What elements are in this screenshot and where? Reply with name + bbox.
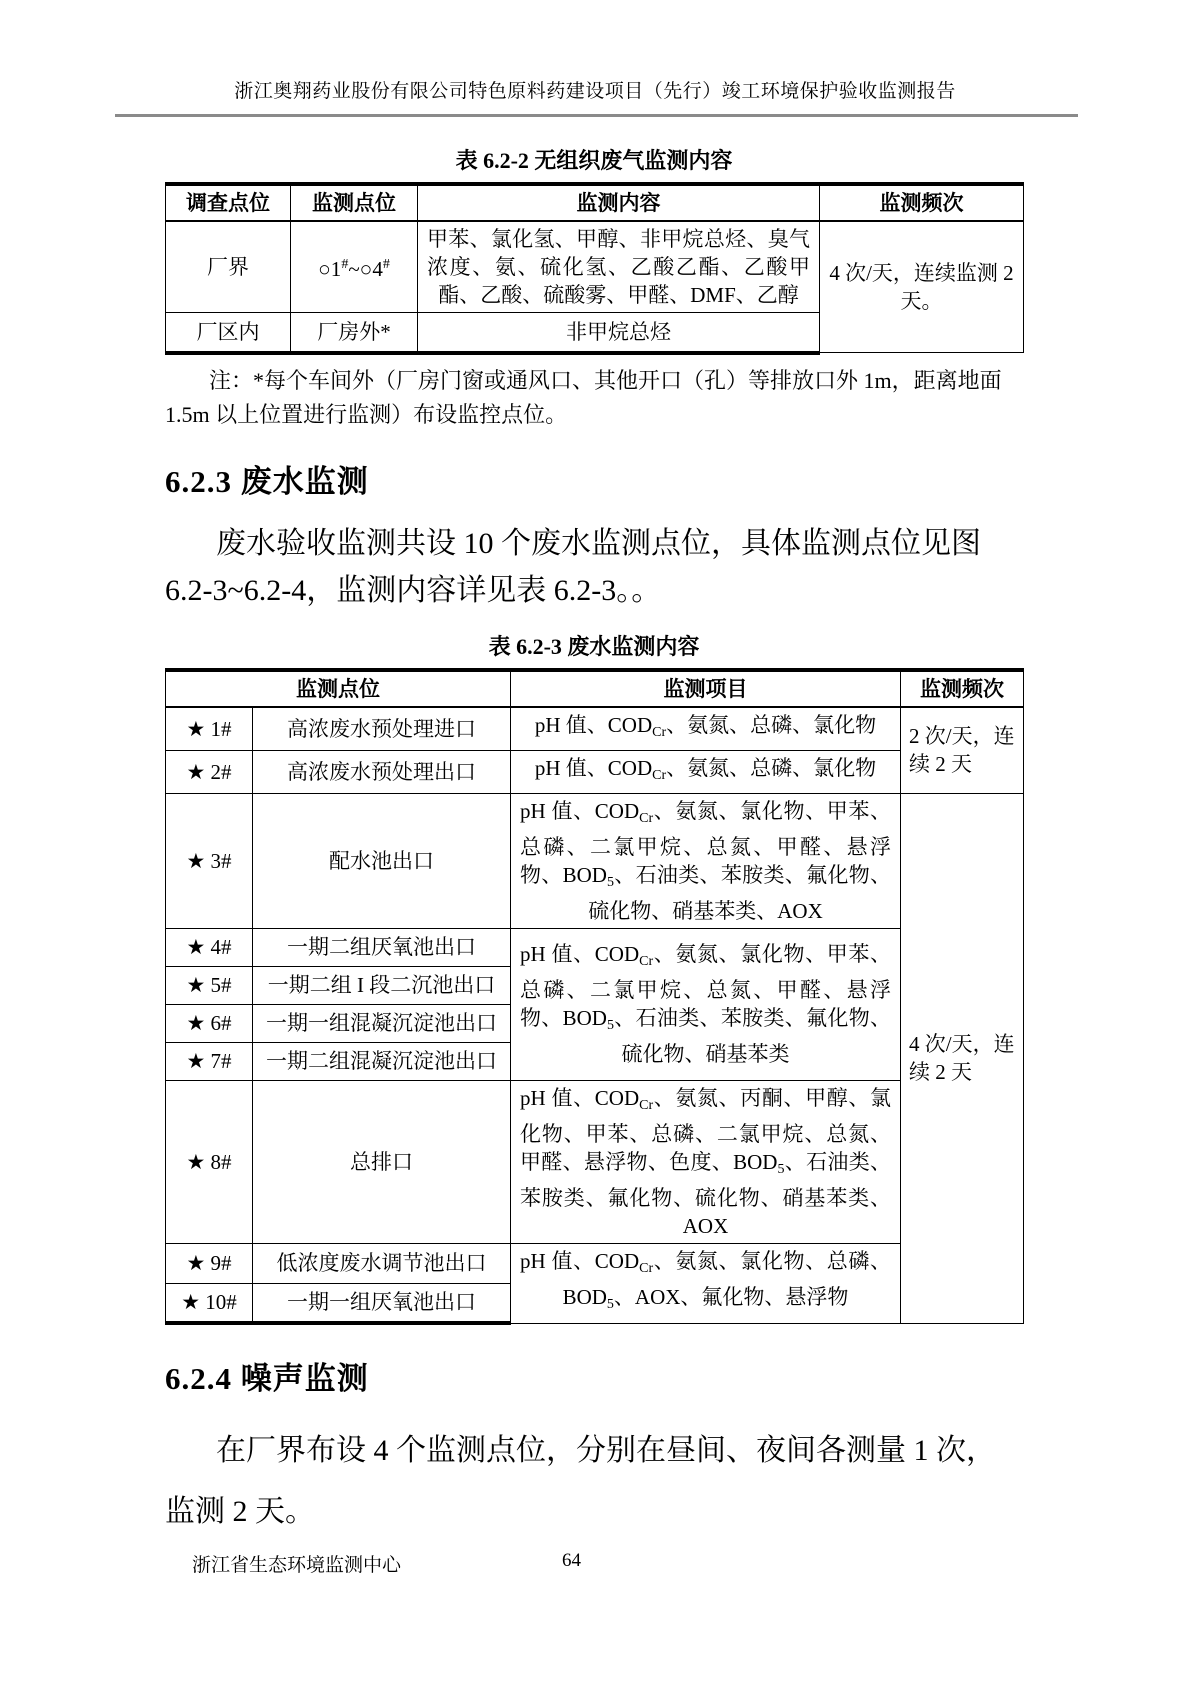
table-6-2-3-title: 表 6.2-3 废水监测内容 bbox=[488, 633, 700, 659]
monitor-point-cell: ○1#~○4# bbox=[291, 221, 418, 313]
table-6-2-2 bbox=[165, 182, 1024, 355]
footer-organization: 浙江省生态环境监测中心 bbox=[192, 1555, 402, 1576]
monitor-items-cell: pH 值、$COD_{Cr}$、氨氮、氯化物、甲苯、总磷、二氯甲烷、总氮、甲醛、悬浮物、$BOD_5$、石油类、苯胺类、氟化物、硫化物、硝基苯类 bbox=[511, 928, 901, 1080]
section-heading-6-2-3: 6.2.3 废水监测 bbox=[165, 463, 369, 499]
table-6-2-3 bbox=[165, 668, 1024, 1326]
table-row bbox=[166, 928, 1024, 966]
table-row bbox=[166, 1080, 1024, 1243]
frequency-cell: 2 次/天，连续 2 天 bbox=[901, 707, 1024, 794]
point-id-cell: ★ 3# bbox=[166, 793, 253, 928]
point-location-cell: 一期二组厌氧池出口 bbox=[253, 928, 511, 966]
table-row bbox=[166, 1243, 1024, 1283]
point-id-cell: ★ 5# bbox=[166, 966, 253, 1004]
point-id-cell: ★ 4# bbox=[166, 928, 253, 966]
table-row bbox=[166, 750, 1024, 793]
monitor-items-cell: pH 值、$COD_{Cr}$、氨氮、氯化物、总磷、$BOD_5$、AOX、氟化物、悬浮物 bbox=[511, 1243, 901, 1323]
point-location-cell: 总排口 bbox=[253, 1080, 511, 1243]
point-location-cell: 高浓废水预处理进口 bbox=[253, 707, 511, 751]
column-header-monitor-point: 监测点位 bbox=[291, 184, 418, 221]
monitor-content-cell: 非甲烷总烃 bbox=[418, 313, 820, 353]
point-id-cell: ★ 9# bbox=[166, 1243, 253, 1283]
table-6-2-2-header-row bbox=[166, 184, 1024, 221]
point-location-cell: 低浓度废水调节池出口 bbox=[253, 1243, 511, 1283]
header-rule bbox=[115, 114, 1078, 117]
monitor-items-cell: pH 值、$COD_{Cr}$、氨氮、总磷、氯化物 bbox=[511, 707, 901, 751]
column-header-frequency: 监测频次 bbox=[820, 184, 1024, 221]
column-header-items: 监测项目 bbox=[511, 670, 901, 707]
point-location-cell: 一期二组混凝沉淀池出口 bbox=[253, 1042, 511, 1080]
point-id-cell: ★ 7# bbox=[166, 1042, 253, 1080]
point-location-cell: 一期一组厌氧池出口 bbox=[253, 1283, 511, 1323]
survey-point-cell: 厂区内 bbox=[166, 313, 291, 353]
table-row bbox=[166, 793, 1024, 928]
frequency-cell: 4 次/天，连续 2 天 bbox=[901, 793, 1024, 1323]
table-6-2-2-note: 注：*每个车间外（厂房门窗或通风口、其他开口（孔）等排放口外 1m，距离地面 1.5m 以上位置进行监测）布设监控点位。 bbox=[165, 367, 1002, 427]
column-header-content: 监测内容 bbox=[418, 184, 820, 221]
page-number: 64 bbox=[562, 1550, 581, 1571]
column-header-monitor-point: 监测点位 bbox=[166, 670, 511, 707]
survey-point-cell: 厂界 bbox=[166, 221, 291, 313]
monitor-items-cell: pH 值、$COD_{Cr}$、氨氮、丙酮、甲醇、氯化物、甲苯、总磷、二氯甲烷、总氮、甲醛、悬浮物、色度、$BOD_5$、石油类、苯胺类、氟化物、硫化物、硝基苯类、AOX bbox=[511, 1080, 901, 1243]
monitor-point-cell: 厂房外* bbox=[291, 313, 418, 353]
point-id-cell: ★ 8# bbox=[166, 1080, 253, 1243]
paragraph-noise: 在厂界布设 4 个监测点位，分别在昼间、夜间各测量 1 次，监测 2 天。 bbox=[165, 1434, 996, 1528]
paragraph-wastewater: 废水验收监测共设 10 个废水监测点位，具体监测点位见图 6.2-3~6.2-4，监测内容详见表 6.2-3。。 bbox=[165, 526, 981, 607]
table-row bbox=[166, 707, 1024, 751]
point-id-cell: ★ 1# bbox=[166, 707, 253, 751]
point-location-cell: 配水池出口 bbox=[253, 793, 511, 928]
table-row bbox=[166, 221, 1024, 313]
point-id-cell: ★ 10# bbox=[166, 1283, 253, 1323]
point-id-cell: ★ 2# bbox=[166, 750, 253, 793]
table-6-2-2-title: 表 6.2-2 无组织废气监测内容 bbox=[455, 148, 733, 173]
section-heading-6-2-4: 6.2.4 噪声监测 bbox=[165, 1361, 369, 1396]
column-header-frequency: 监测频次 bbox=[901, 670, 1024, 707]
point-location-cell: 一期二组 I 段二沉池出口 bbox=[253, 966, 511, 1004]
frequency-cell: 4 次/天，连续监测 2 天。 bbox=[820, 221, 1024, 353]
document-header-title: 浙江奥翔药业股份有限公司特色原料药建设项目（先行）竣工环境保护验收监测报告 bbox=[234, 81, 956, 102]
monitor-content-cell: 甲苯、氯化氢、甲醇、非甲烷总烃、臭气浓度、氨、硫化氢、乙酸乙酯、乙酸甲酯、乙酸、硫酸雾、甲醛、DMF、乙醇 bbox=[418, 221, 820, 313]
point-id-cell: ★ 6# bbox=[166, 1004, 253, 1042]
point-location-cell: 高浓废水预处理出口 bbox=[253, 750, 511, 793]
table-6-2-3-header-row bbox=[166, 670, 1024, 707]
column-header-survey-point: 调查点位 bbox=[166, 184, 291, 221]
monitor-items-cell: pH 值、$COD_{Cr}$、氨氮、总磷、氯化物 bbox=[511, 750, 901, 793]
monitor-items-cell: pH 值、$COD_{Cr}$、氨氮、氯化物、甲苯、总磷、二氯甲烷、总氮、甲醛、悬浮物、$BOD_5$、石油类、苯胺类、氟化物、硫化物、硝基苯类、AOX bbox=[511, 793, 901, 928]
page-content bbox=[165, 120, 1023, 1542]
point-location-cell: 一期一组混凝沉淀池出口 bbox=[253, 1004, 511, 1042]
